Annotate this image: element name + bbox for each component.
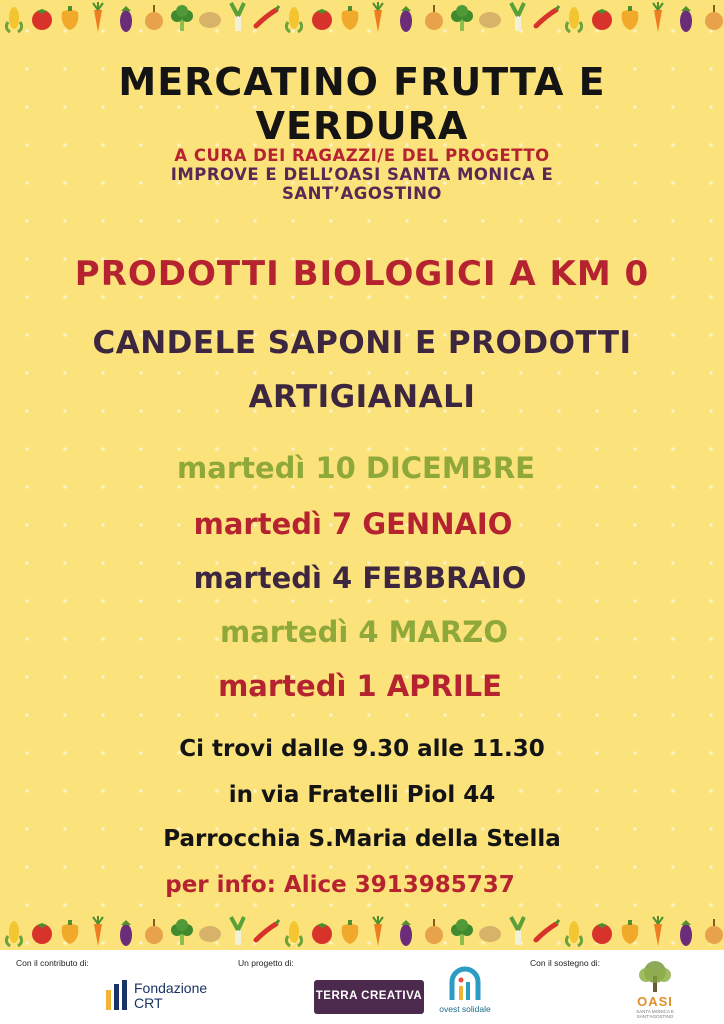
craft-products-line-1: CANDELE SAPONI E PRODOTTI: [92, 325, 632, 361]
onion-icon: [425, 919, 443, 944]
corn-icon: [286, 921, 301, 946]
chili-icon: [536, 920, 559, 940]
carrot-icon: [653, 916, 663, 946]
tomato-icon: [592, 9, 612, 30]
caption-contribution: Con il contributo di:: [16, 958, 89, 968]
tomato-icon: [32, 923, 52, 944]
eggplant-icon: [680, 6, 692, 32]
oasi-logo: [626, 958, 684, 1022]
broccoli-icon: [171, 5, 193, 31]
leek-icon: [511, 3, 524, 31]
vegetables-icon: [0, 0, 724, 36]
tomato-icon: [32, 9, 52, 30]
chili-icon: [256, 920, 279, 940]
organizers-subtitle: [90, 146, 634, 203]
corn-icon: [6, 7, 21, 32]
broccoli-icon: [451, 919, 473, 945]
tomato-icon: [312, 9, 332, 30]
pepper-icon: [622, 920, 639, 944]
market-date: martedì 1 APRILE: [218, 669, 502, 703]
crt-name-line-1: Fondazione: [134, 980, 208, 996]
ovest-solidale-name: ovest solidale: [439, 1004, 491, 1014]
market-date: martedì 7 GENNAIO: [193, 507, 513, 541]
corn-icon: [566, 7, 581, 32]
address: in via Fratelli Piol 44: [228, 782, 496, 808]
ovest-solidale-icon: [430, 966, 500, 1004]
onion-icon: [425, 5, 443, 30]
subtitle-line-3: SANT’AGOSTINO: [282, 184, 442, 203]
vegetable-border-bottom: [0, 914, 724, 950]
vegetables-icon: [0, 914, 724, 950]
eggplant-icon: [400, 6, 412, 32]
chili-icon: [536, 6, 559, 26]
carrot-icon: [93, 916, 103, 946]
onion-icon: [705, 919, 723, 944]
carrot-icon: [373, 916, 383, 946]
crt-bars-icon: [106, 980, 128, 1010]
organic-products-heading: PRODOTTI BIOLOGICI A KM 0: [74, 254, 650, 294]
contact-info: per info: Alice 3913985737: [165, 872, 515, 898]
leek-icon: [511, 917, 524, 945]
pepper-icon: [342, 6, 359, 30]
leek-icon: [231, 3, 244, 31]
vegetable-border-top: [0, 0, 724, 36]
oasi-subname: SANTA MONICA E SANT'AGOSTINO: [636, 1009, 674, 1019]
craft-products-line-2: ARTIGIANALI: [248, 379, 476, 415]
potato-icon: [199, 926, 221, 942]
eggplant-icon: [400, 920, 412, 946]
carrot-icon: [93, 2, 103, 32]
terra-creativa-logo: [314, 980, 424, 1014]
caption-support: Con il sostegno di:: [530, 958, 600, 968]
onion-icon: [145, 919, 163, 944]
market-date: martedì 10 DICEMBRE: [177, 451, 535, 485]
opening-hours: Ci trovi dalle 9.30 alle 11.30: [179, 736, 545, 762]
tomato-icon: [592, 923, 612, 944]
subtitle-line-1: A CURA DEI RAGAZZI/E DEL PROGETTO: [174, 146, 550, 165]
oasi-name: OASI: [637, 994, 673, 1009]
market-date: martedì 4 FEBBRAIO: [193, 561, 527, 595]
pepper-icon: [342, 920, 359, 944]
tomato-icon: [312, 923, 332, 944]
broccoli-icon: [451, 5, 473, 31]
carrot-icon: [373, 2, 383, 32]
crt-name-line-2: CRT: [134, 995, 163, 1011]
leek-icon: [231, 917, 244, 945]
corn-icon: [286, 7, 301, 32]
terra-creativa-name: TERRA CREATIVA: [315, 990, 423, 1002]
carrot-icon: [653, 2, 663, 32]
parish-name: Parrocchia S.Maria della Stella: [163, 826, 561, 852]
market-date: martedì 4 MARZO: [219, 615, 508, 649]
eggplant-icon: [120, 920, 132, 946]
poster-title: MERCATINO FRUTTA E VERDURA: [118, 60, 606, 148]
fondazione-crt-logo: [106, 978, 226, 1012]
corn-icon: [6, 921, 21, 946]
subtitle-line-2: IMPROVE E DELL’OASI SANTA MONICA E: [170, 165, 554, 184]
potato-icon: [479, 926, 501, 942]
eggplant-icon: [120, 6, 132, 32]
pepper-icon: [62, 6, 79, 30]
chili-icon: [256, 6, 279, 26]
onion-icon: [705, 5, 723, 30]
eggplant-icon: [680, 920, 692, 946]
pepper-icon: [622, 6, 639, 30]
craft-products-heading: [30, 316, 694, 424]
corn-icon: [566, 921, 581, 946]
onion-icon: [145, 5, 163, 30]
tree-icon: [626, 958, 684, 994]
broccoli-icon: [171, 919, 193, 945]
potato-icon: [199, 12, 221, 28]
pepper-icon: [62, 920, 79, 944]
ovest-solidale-logo: [430, 966, 500, 1018]
potato-icon: [479, 12, 501, 28]
caption-project: Un progetto di:: [238, 958, 294, 968]
